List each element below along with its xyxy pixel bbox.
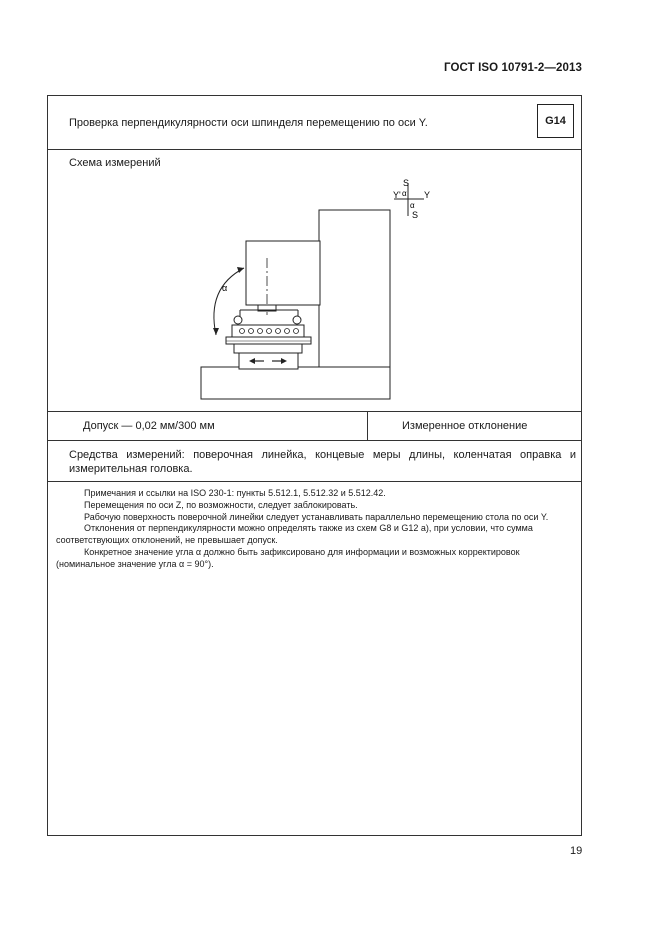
axis-s-top-label: S — [403, 178, 410, 188]
measuring-tools-text: Средства измерений: поверочная линейка, концевые меры длины, коленчатая оправка и измерительная головка. — [69, 449, 576, 475]
note-paragraph: Перемещения по оси Z, по возможности, следует заблокировать. — [84, 499, 358, 510]
machine-column — [319, 210, 390, 367]
page-number: 19 — [570, 845, 583, 857]
tolerance-row — [48, 412, 581, 441]
column-divider — [367, 412, 368, 440]
machine-bed — [201, 367, 390, 399]
indicator-left-icon — [234, 316, 242, 324]
axis-y-label: Y — [424, 190, 431, 200]
note-paragraph: Отклонения от перпендикулярности можно определять также из схем G8 и G12 а), при условии, что сумма соответствующих отклонений, не превышает допуск. — [56, 523, 533, 546]
measurement-diagram — [48, 150, 581, 411]
tolerance-label: Допуск — 0,02 мм/300 мм — [83, 420, 215, 432]
measurement-schema-row — [48, 150, 581, 412]
test-title: Проверка перпендикулярности оси шпинделя перемещению по оси Y. — [69, 117, 428, 129]
note-paragraph: Конкретное значение угла α должно быть зафиксировано для информации и возможных корректировок (номинальное значение угла α = 90°). — [56, 546, 520, 569]
table-carriage — [239, 353, 298, 369]
test-code-box: G14 — [537, 104, 574, 138]
indicator-right-icon — [293, 316, 301, 324]
axis-alpha-top-label: α — [402, 189, 407, 198]
table-saddle — [234, 344, 302, 353]
note-paragraph: Рабочую поверхность поверочной линейки следует устанавливать параллельно перемещению стола по оси Y. — [84, 511, 549, 522]
standard-number: ГОСТ ISO 10791-2—2013 — [444, 62, 582, 74]
axis-s-bottom-label: S — [412, 210, 419, 220]
schema-label: Схема измерений — [69, 157, 161, 169]
note-paragraph: Примечания и ссылки на ISO 230-1: пункты 5.512.1, 5.512.32 и 5.512.42. — [84, 488, 386, 498]
measuring-tools-row — [48, 441, 581, 482]
angle-arrow-top-icon — [237, 267, 244, 273]
axis-y-prime-label: Y' — [393, 190, 401, 200]
measured-deviation-label: Измеренное отклонение — [402, 420, 528, 432]
test-sheet-table — [47, 95, 582, 836]
angle-arrow-bottom-icon — [213, 328, 219, 335]
angle-alpha-label: α — [222, 283, 228, 293]
axis-alpha-bottom-label: α — [410, 201, 415, 210]
notes-block — [56, 488, 578, 571]
spindle-head — [246, 241, 320, 305]
machine-table — [226, 337, 311, 344]
test-title-row — [48, 96, 581, 150]
